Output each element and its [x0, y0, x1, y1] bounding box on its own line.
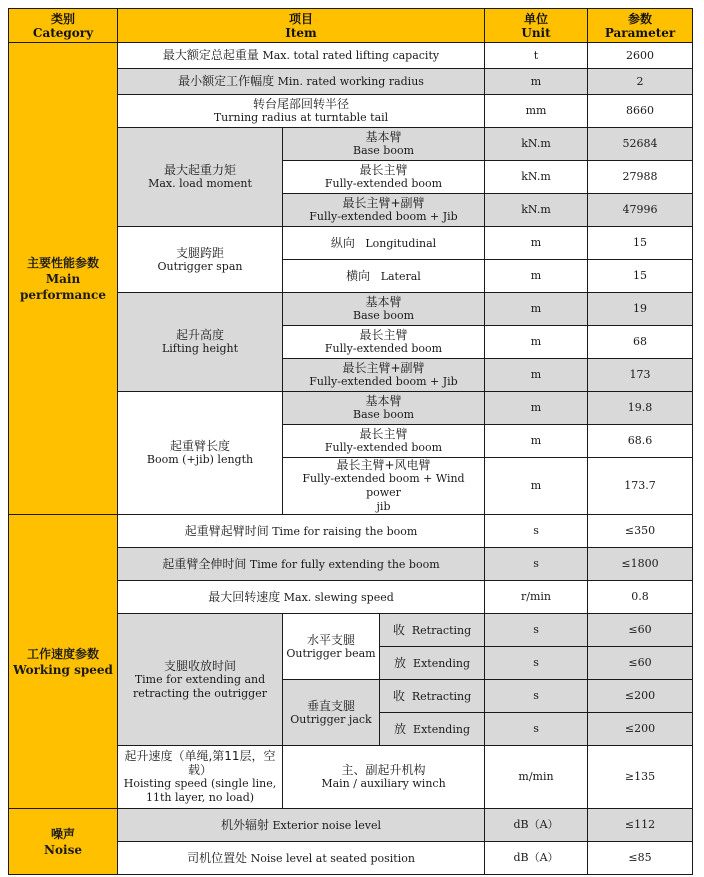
item-en: Max. total rated lifting capacity: [262, 49, 440, 62]
item-zh: 最大回转速度: [208, 589, 281, 604]
sub-item: [283, 458, 485, 515]
unit-cell: mm: [485, 95, 588, 128]
jack-en: Outrigger jack: [290, 712, 372, 726]
header-category-en: Category: [32, 25, 94, 40]
item-zh: 最小额定工作幅度: [178, 74, 275, 88]
sub-zh: 横向: [346, 268, 371, 283]
unit-cell: m: [485, 326, 588, 359]
value-cell: ≤200: [588, 713, 693, 746]
table-row: [9, 809, 693, 842]
value-cell: ≤1800: [588, 548, 693, 581]
value-cell: 2: [588, 69, 693, 95]
item-cell: [118, 515, 485, 548]
value-cell: ≤85: [588, 842, 693, 875]
value-cell: 52684: [588, 128, 693, 161]
header-parameter: [588, 9, 693, 43]
item-en: Time for fully extending the boom: [249, 557, 440, 571]
category-en: Noise: [44, 842, 82, 857]
header-param-zh: 参数: [628, 11, 653, 26]
sub-en: Fully-extended boom: [324, 177, 443, 190]
sub-zh: 最长主臂+风电臂: [336, 458, 431, 472]
sub-item: [283, 260, 485, 293]
unit-cell: s: [485, 647, 588, 680]
group-zh: 支腿收放时间: [163, 658, 236, 673]
value-cell: 47996: [588, 194, 693, 227]
group-en: Time for extending and: [134, 672, 266, 686]
unit-cell: kN.m: [485, 194, 588, 227]
group-en: Boom (+jib) length: [146, 453, 254, 466]
unit-cell: s: [485, 680, 588, 713]
hoist-en: 11th layer, no load): [145, 791, 255, 804]
item-cell: [118, 95, 485, 128]
category-en: Working speed: [13, 662, 113, 677]
sub-item: [380, 713, 485, 746]
item-en: Time for raising the boom: [272, 524, 418, 538]
table-header-row: [9, 9, 693, 43]
unit-cell: s: [485, 713, 588, 746]
jack-zh: 垂直支腿: [306, 698, 355, 713]
sub-zh: 基本臂: [365, 130, 402, 144]
hoist-mechanism: [283, 746, 485, 809]
sub-en: Longitudinal: [365, 236, 437, 250]
sub-en: Extending: [413, 656, 470, 670]
sub-zh: 最长主臂+副臂: [342, 196, 425, 210]
category-zh: 工作速度参数: [26, 646, 99, 661]
category-en: performance: [20, 287, 106, 302]
sub-en: Fully-extended boom + Jib: [309, 210, 458, 223]
sub-item: [283, 128, 485, 161]
item-en: Min. rated working radius: [277, 75, 424, 88]
sub-item: [283, 161, 485, 194]
beam-zh: 水平支腿: [306, 632, 355, 647]
header-category-zh: 类别: [50, 11, 75, 26]
group-en: Max. load moment: [148, 177, 252, 190]
sub-zh: 纵向: [330, 235, 355, 250]
unit-cell: t: [485, 43, 588, 69]
header-category: [9, 9, 118, 43]
header-unit-en: Unit: [521, 25, 551, 40]
table-row: [9, 515, 693, 548]
group-zh: 起重臂长度: [169, 439, 230, 453]
value-cell: 68.6: [588, 425, 693, 458]
sub-en: Lateral: [380, 269, 421, 283]
sub-zh: 基本臂: [365, 295, 402, 309]
item-zh: 司机位置处: [187, 850, 248, 865]
item-zh: 最大额定总起重量: [162, 48, 259, 62]
unit-cell: m: [485, 69, 588, 95]
sub-item: [283, 392, 485, 425]
unit-cell: r/min: [485, 581, 588, 614]
group-zh: 最大起重力矩: [163, 163, 236, 177]
sub-zh: 收: [392, 688, 405, 703]
category-working-speed: [9, 515, 118, 809]
unit-cell: m: [485, 425, 588, 458]
group-zh: 支腿跨距: [175, 245, 224, 260]
sub-en: jib: [376, 500, 391, 513]
unit-cell: m: [485, 359, 588, 392]
value-cell: 173.7: [588, 458, 693, 515]
header-item-zh: 项目: [289, 11, 314, 26]
value-cell: 0.8: [588, 581, 693, 614]
sub-zh: 最长主臂+副臂: [342, 361, 425, 375]
spec-table: [8, 8, 693, 875]
mech-en: Main / auxiliary winch: [321, 777, 446, 790]
group-label: [118, 293, 283, 392]
value-cell: 2600: [588, 43, 693, 69]
item-cell: [118, 548, 485, 581]
sub-item: [283, 293, 485, 326]
mech-zh: 主、副起升机构: [341, 763, 426, 777]
item-zh: 起重臂起臂时间: [184, 523, 269, 538]
sub-en: Fully-extended boom: [324, 441, 443, 454]
value-cell: 68: [588, 326, 693, 359]
value-cell: ≤350: [588, 515, 693, 548]
unit-cell: s: [485, 614, 588, 647]
item-zh: 转台尾部回转半径: [253, 97, 350, 111]
group-label: [118, 227, 283, 293]
value-cell: 15: [588, 260, 693, 293]
unit-cell: dB（A）: [485, 842, 588, 875]
sub-en: Retracting: [411, 689, 472, 703]
item-zh: 机外辐射: [221, 817, 270, 832]
value-cell: ≥135: [588, 746, 693, 809]
group-en: Lifting height: [161, 342, 239, 355]
category-zh: 主要性能参数: [26, 255, 99, 270]
header-item-en: Item: [285, 25, 317, 40]
sub-en: Fully-extended boom: [324, 342, 443, 355]
value-cell: ≤60: [588, 614, 693, 647]
table-row: [9, 43, 693, 69]
value-cell: ≤112: [588, 809, 693, 842]
unit-cell: m: [485, 227, 588, 260]
sub-item: [283, 359, 485, 392]
unit-cell: s: [485, 515, 588, 548]
value-cell: 27988: [588, 161, 693, 194]
sub-zh: 收: [392, 622, 405, 637]
sub-en: Base boom: [353, 408, 415, 421]
unit-cell: m: [485, 293, 588, 326]
sub-item: [380, 680, 485, 713]
sub-en: Fully-extended boom + Jib: [309, 375, 458, 388]
sub-item: [380, 614, 485, 647]
hoist-en: Hoisting speed (single line,: [123, 777, 277, 790]
item-en: Turning radius at turntable tail: [213, 111, 389, 124]
category-main-performance: [9, 43, 118, 515]
sub-en: Fully-extended boom + Wind power: [302, 472, 465, 499]
sub-item: [283, 425, 485, 458]
value-cell: 173: [588, 359, 693, 392]
hoist-zh: 载）: [187, 763, 212, 777]
item-cell: [118, 809, 485, 842]
header-unit-zh: 单位: [524, 11, 549, 26]
group-en: retracting the outrigger: [133, 686, 267, 700]
sub-zh: 最长主臂: [359, 427, 408, 441]
item-cell: [118, 43, 485, 69]
unit-cell: m: [485, 458, 588, 515]
sub-item: [380, 647, 485, 680]
outrigger-beam-label: [283, 614, 380, 680]
value-cell: ≤200: [588, 680, 693, 713]
item-cell: [118, 842, 485, 875]
hoist-label: [118, 746, 283, 809]
sub-item: [283, 227, 485, 260]
outrigger-jack-label: [283, 680, 380, 746]
unit-cell: kN.m: [485, 161, 588, 194]
unit-cell: s: [485, 548, 588, 581]
group-label: [118, 614, 283, 746]
value-cell: 8660: [588, 95, 693, 128]
sub-zh: 最长主臂: [359, 163, 408, 177]
item-zh: 起重臂全伸时间: [162, 556, 247, 571]
item-en: Noise level at seated position: [250, 851, 415, 865]
item-en: Max. slewing speed: [283, 590, 394, 604]
value-cell: ≤60: [588, 647, 693, 680]
group-en: Outrigger span: [157, 259, 243, 273]
sub-en: Retracting: [411, 623, 472, 637]
item-en: Exterior noise level: [272, 818, 381, 832]
unit-cell: m: [485, 392, 588, 425]
unit-cell: m: [485, 260, 588, 293]
sub-en: Base boom: [353, 144, 415, 157]
category-noise: [9, 809, 118, 875]
sub-en: Base boom: [353, 309, 415, 322]
category-zh: 噪声: [50, 826, 75, 841]
item-cell: [118, 581, 485, 614]
unit-cell: dB（A）: [485, 809, 588, 842]
unit-cell: kN.m: [485, 128, 588, 161]
value-cell: 19.8: [588, 392, 693, 425]
unit-cell: m/min: [485, 746, 588, 809]
value-cell: 15: [588, 227, 693, 260]
group-label: [118, 128, 283, 227]
header-unit: [485, 9, 588, 43]
beam-en: Outrigger beam: [286, 646, 376, 660]
header-param-en: Parameter: [604, 25, 676, 40]
sub-zh: 基本臂: [365, 394, 402, 408]
sub-zh: 最长主臂: [359, 328, 408, 342]
hoist-zh: 起升速度（单绳,第11层，空: [124, 749, 276, 763]
header-item: [118, 9, 485, 43]
sub-zh: 放: [394, 655, 407, 670]
category-en: Main: [45, 271, 81, 286]
group-label: [118, 392, 283, 515]
sub-en: Extending: [413, 722, 470, 736]
sub-zh: 放: [394, 721, 407, 736]
item-cell: [118, 69, 485, 95]
group-zh: 起升高度: [175, 328, 224, 342]
sub-item: [283, 194, 485, 227]
value-cell: 19: [588, 293, 693, 326]
sub-item: [283, 326, 485, 359]
